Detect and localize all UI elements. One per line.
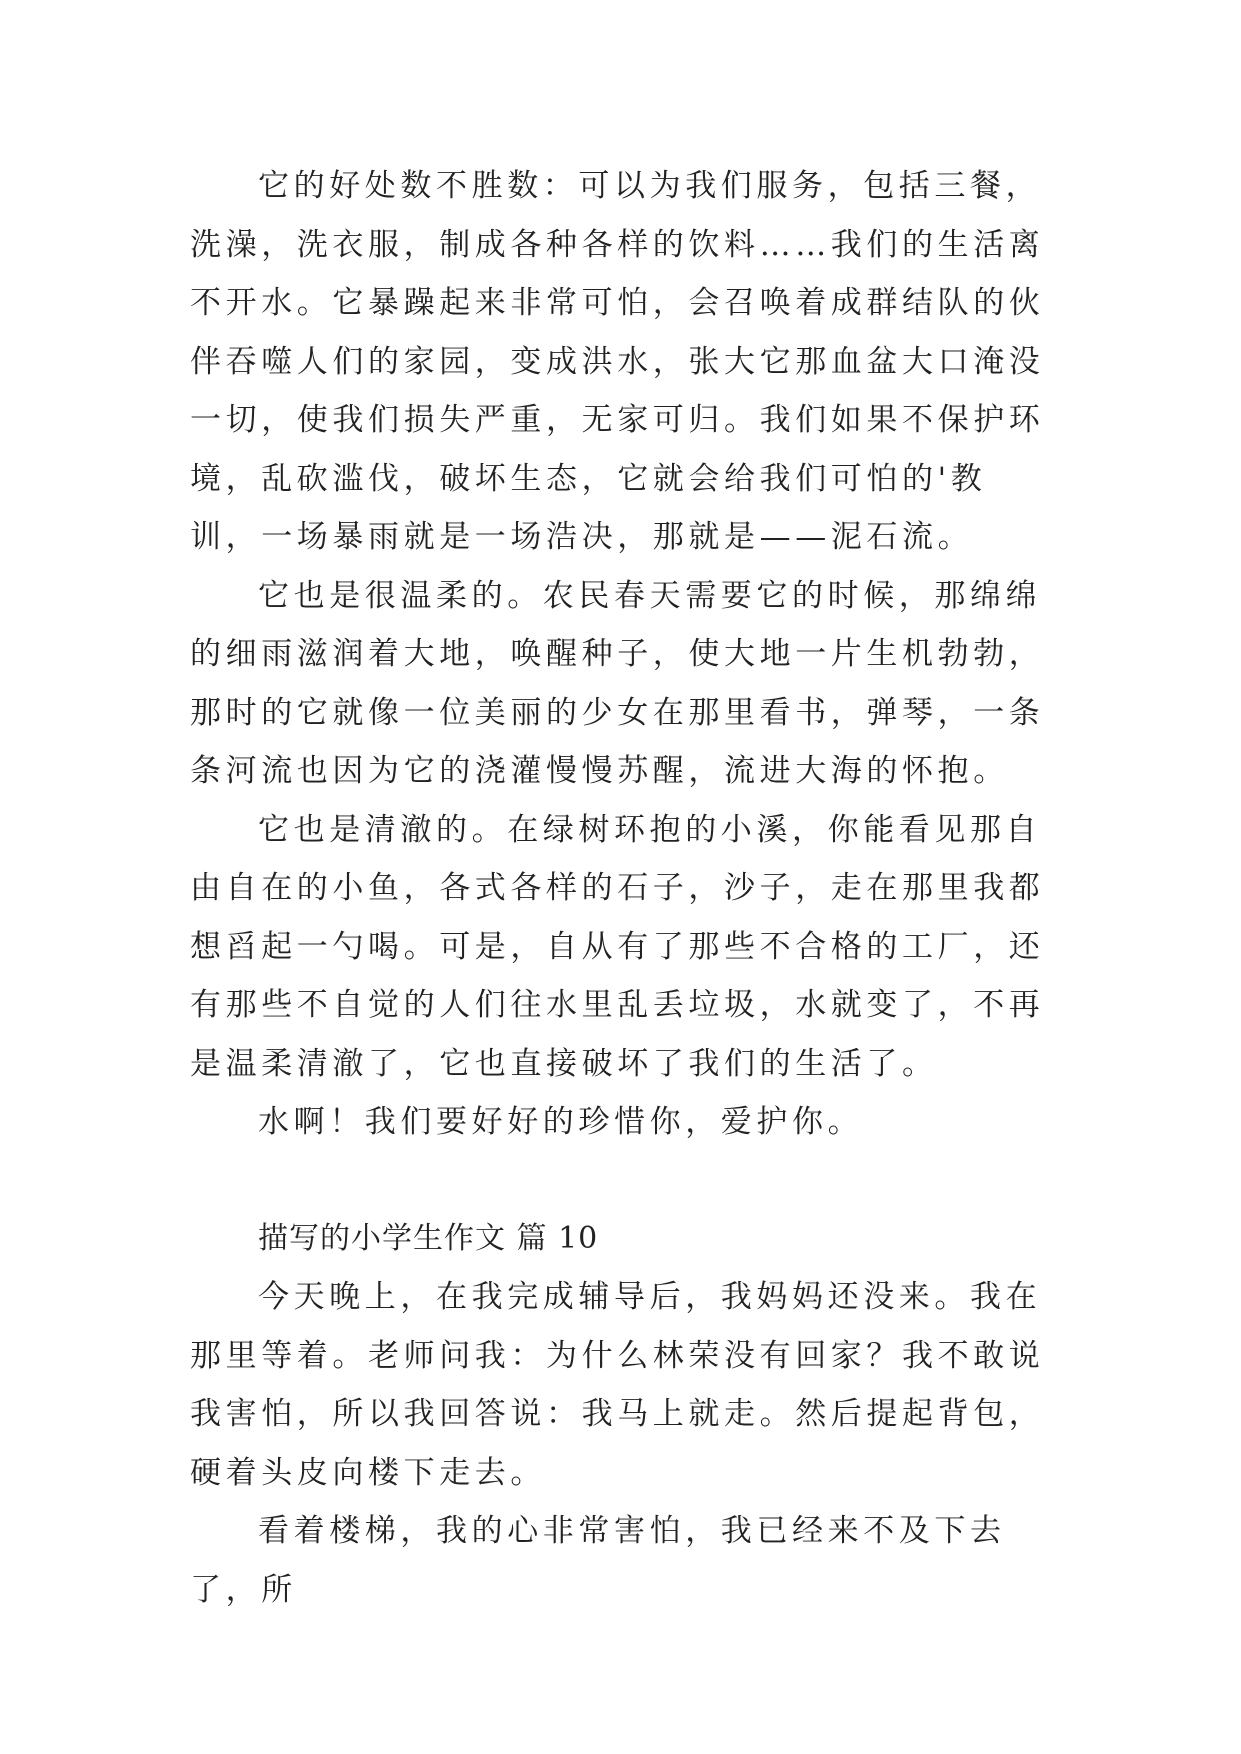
paragraph-tonight: 今天晚上，在我完成辅导后，我妈妈还没来。我在那里等着。老师问我：为什么林荣没有回家？我不敢说我害怕，所以我回答说：我马上就走。然后提起背包，硬着头皮向楼下走去。 (190, 1279, 1045, 1491)
paragraph-clear: 它也是清澈的。在绿树环抱的小溪，你能看见那自由自在的小鱼，各式各样的石子，沙子，走在那里我都想舀起一勺喝。可是，自从有了那些不合格的工厂，还有那些不自觉的人们往水里乱丢垃圾，水就变了，不再是温柔清澈了，它也直接破坏了我们的生活了。 (190, 811, 1045, 1082)
essay-title: 描写的小学生作文 篇 10 (258, 1221, 599, 1256)
paragraph-stairs: 看着楼梯，我的心非常害怕，我已经来不及下去了，所 (190, 1513, 1006, 1608)
essay-body-bottom (190, 1268, 1050, 1619)
essay-body-top (190, 157, 1050, 1152)
essay-heading-block (190, 1210, 1050, 1269)
paragraph-conclusion: 水啊！我们要好好的珍惜你，爱护你。 (258, 1104, 864, 1140)
paragraph-gentle: 它也是很温柔的。农民春天需要它的时候，那绵绵的细雨滋润着大地，唤醒种子，使大地一片生机勃勃，那时的它就像一位美丽的少女在那里看书，弹琴，一条条河流也因为它的浇灌慢慢苏醒，流进大海的怀抱。 (190, 577, 1045, 789)
paragraph-benefits: 它的好处数不胜数：可以为我们服务，包括三餐，洗澡，洗衣服，制成各种各样的饮料……我们的生活离不开水。它暴躁起来非常可怕，会召唤着成群结队的伙伴吞噬人们的家园，变成洪水，张大它那血盆大口淹没一切，使我们损失严重，无家可归。我们如果不保护环境，乱砍滥伐，破坏生态，它就会给我们可怕的'教训，一场暴雨就是一场浩决，那就是——泥石流。 (190, 168, 1045, 555)
